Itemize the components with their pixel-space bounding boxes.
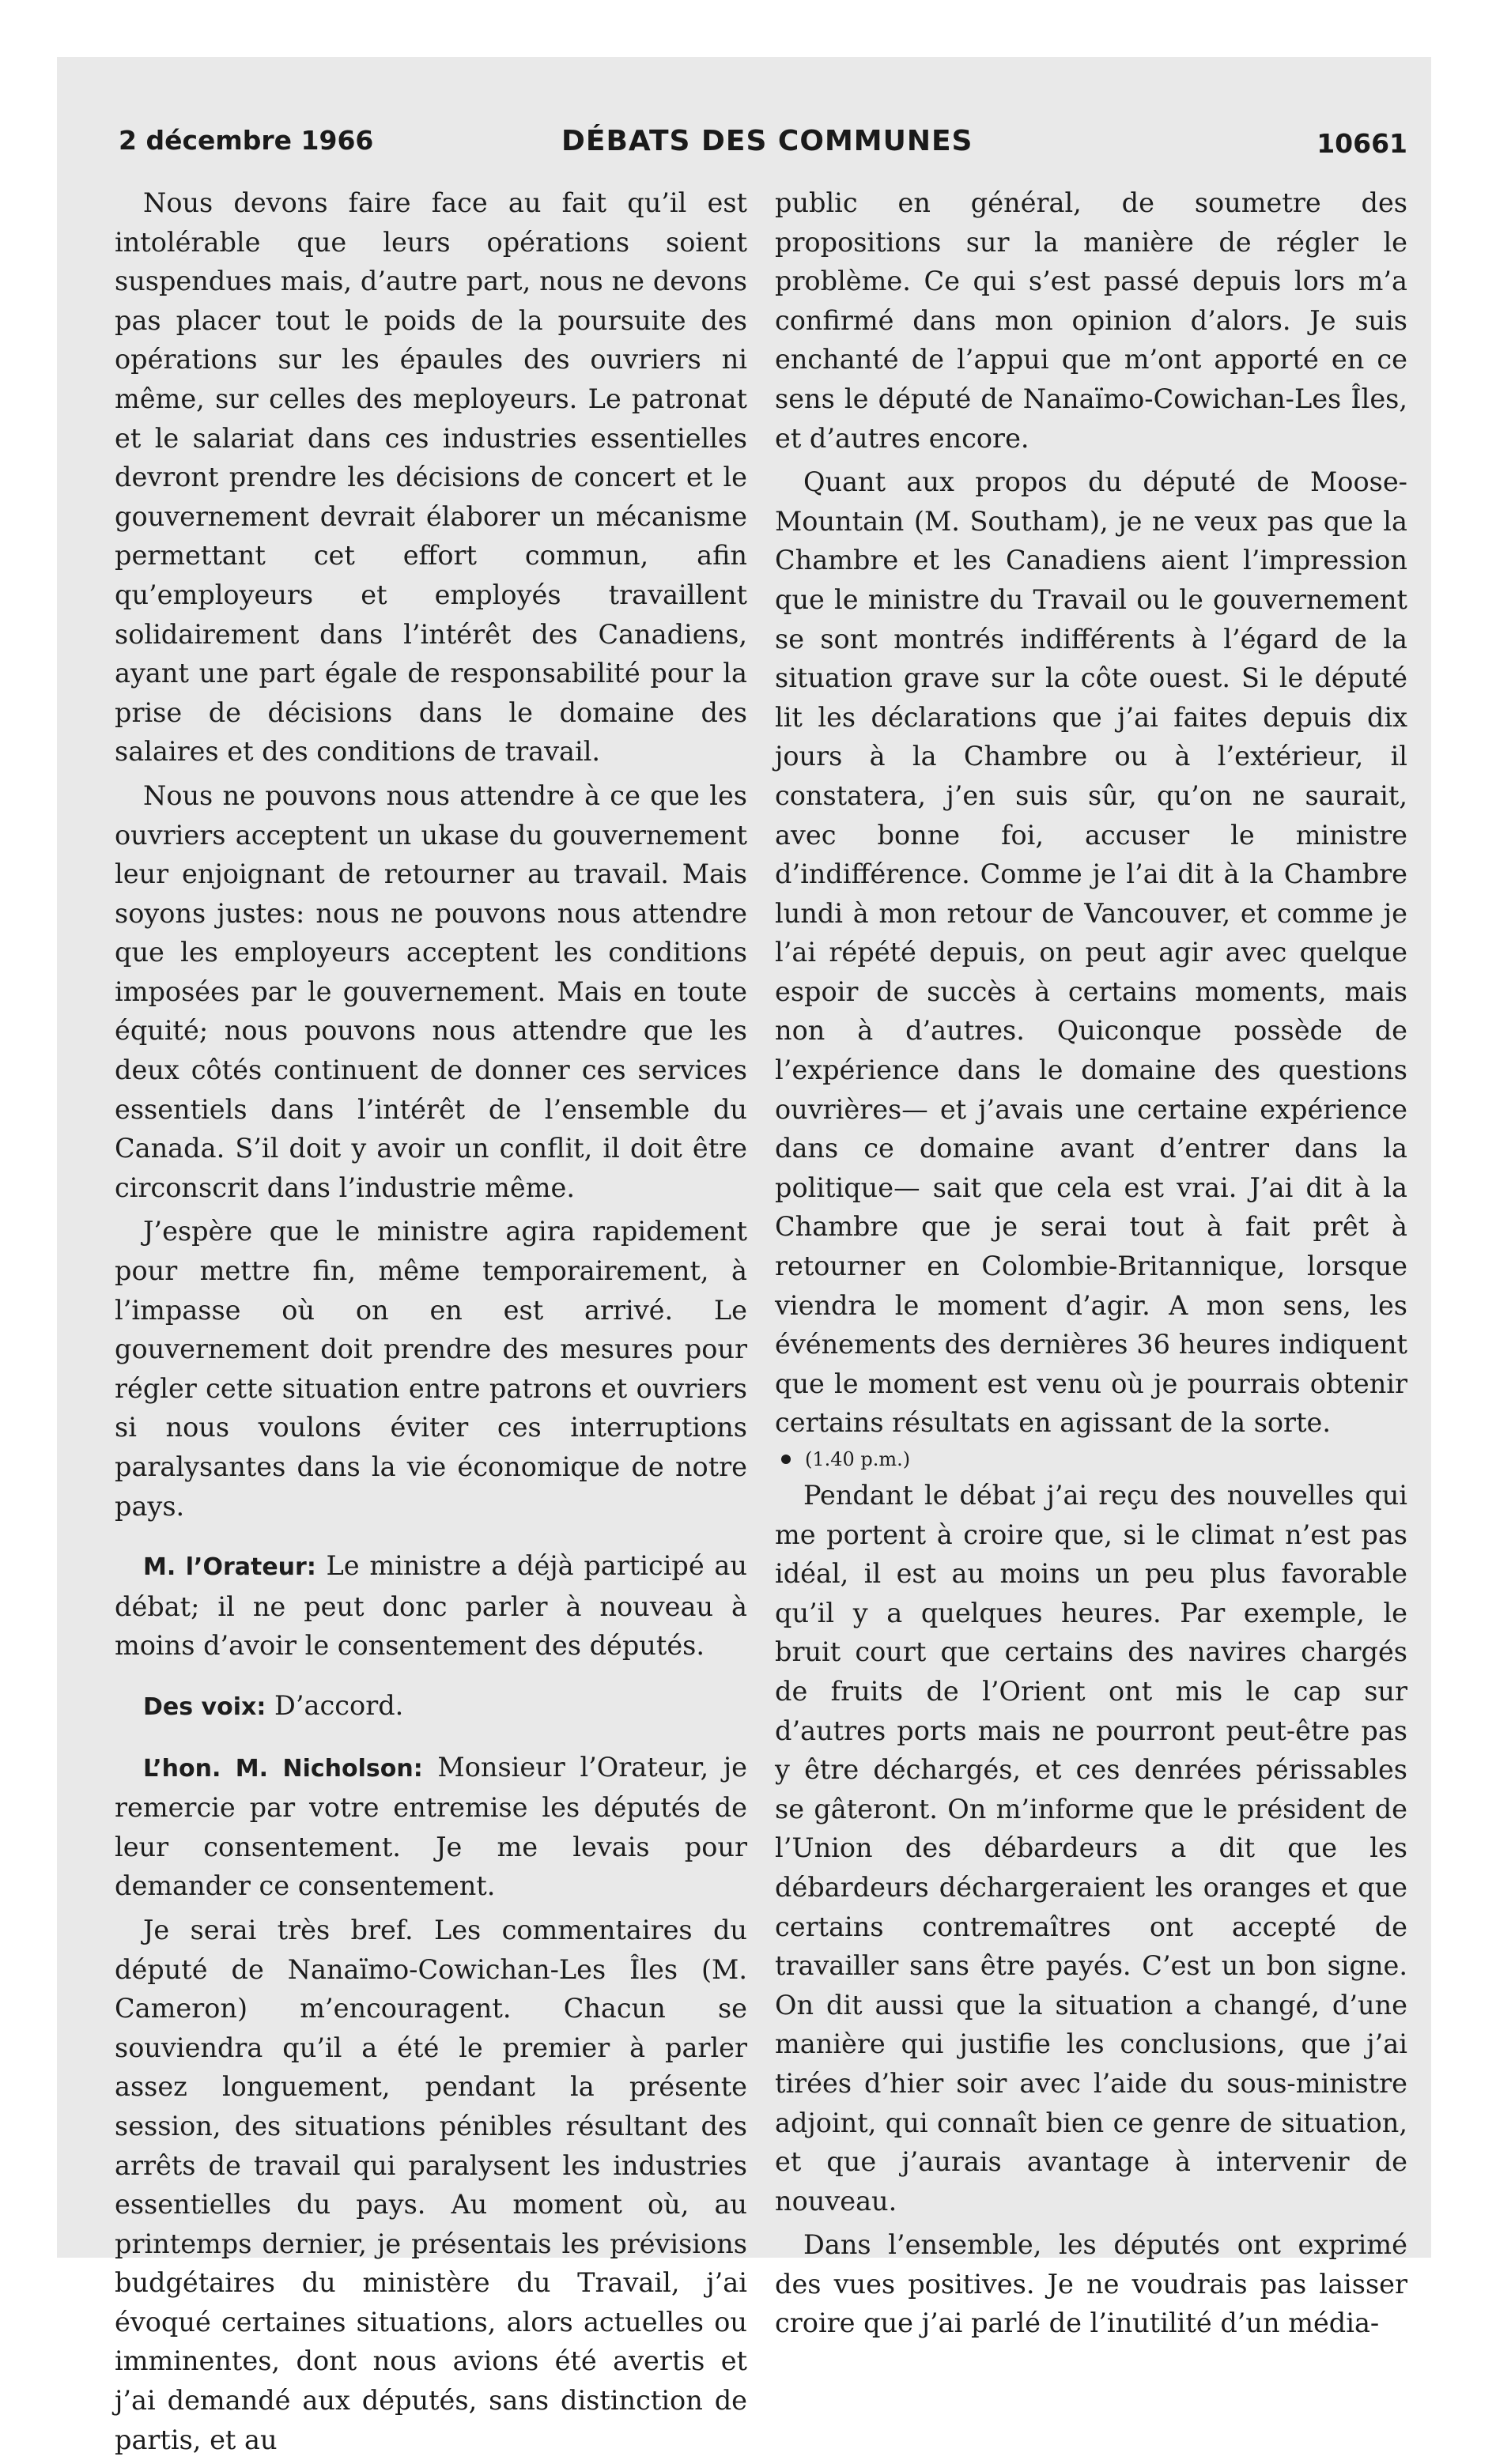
page-header: [119, 125, 1407, 164]
header-title: DÉBATS DES COMMUNES: [561, 125, 973, 157]
page-number: 10661: [1317, 128, 1407, 159]
paragraph: Quant aux propos du député de Moose-Mountain (M. Southam), je ne veux pas que la Chambre et les Canadiens aient l’impression que le ministre du Travail ou le gouvernement se sont montrés indifférents à l’égard de la situation grave sur la côte ouest. Si le député lit les déclarations que j’ai faites depuis dix jours à la Chambre ou à l’extérieur, il constatera, j’en suis sûr, qu’on ne saurait, avec bonne foi, accuser le ministre d’indifférence. Comme je l’ai dit à la Chambre lundi à mon retour de Vancouver, et comme je l’ai répété depuis, on peut agir avec quelque espoir de succès à certains moments, mais non à d’autres. Quiconque possède de l’expérience dans le domaine des questions ouvrières— et j’avais une certaine expérience dans ce domaine avant d’entrer dans la politique— sait que cela est vrai. J’ai dit à la Chambre que je serai tout à fait prêt à retourner en Colombie-Britannique, lorsque viendra le moment d’agir. A mon sens, les événements des dernières 36 heures indiquent que le moment est venu où je pourrais obtenir certains résultats en agissant de la sorte.: [775, 466, 1407, 1439]
speaker-name: M. l’Orateur:: [143, 1553, 316, 1582]
speech-text: D’accord.: [274, 1689, 404, 1721]
header-date: 2 décembre 1966: [119, 125, 374, 156]
speech-text: Le ministre a déjà participé au débat; il ne peut donc parler à nouveau à moins d’avoir le consentement des députés.: [115, 1550, 747, 1662]
paragraph: Nous ne pouvons nous attendre à ce que les ouvriers acceptent un ukase du gouvernement leur enjoignant de retourner au travail. Mais soyons justes: nous ne pouvons nous attendre que les employeurs acceptent les conditions imposées par le gouvernement. Mais en toute équité; nous pouvons nous attendre que les deux côtés continuent de donner ces services essentiels dans l’intérêt de l’ensemble du Canada. S’il doit y avoir un conflit, il doit être circonscrit dans l’industrie même.: [115, 779, 747, 1203]
bullet-icon: [781, 1455, 791, 1464]
spacer: [115, 1732, 747, 1748]
speech-nicholson: [115, 1748, 747, 1906]
time-text: (1.40 p.m.): [805, 1448, 911, 1470]
speech-voix: [115, 1686, 747, 1727]
speaker-name: Des voix:: [143, 1692, 266, 1721]
paragraph: J’espère que le ministre agira rapidement pour mettre fin, même temporairement, à l’impasse où on en est arrivé. Le gouvernement doit prendre des mesures pour régler cette situation entre patrons et ouvriers si nous voulons éviter ces interruptions paralysantes dans la vie économique de notre pays.: [115, 1216, 747, 1522]
spacer: [115, 1530, 747, 1546]
paragraph: public en général, de soumetre des propositions sur la manière de régler le problème. Ce qui s’est passé depuis lors m’a confirmé dans mon opinion d’alors. Je suis enchanté de l’appui que m’ont apporté en ce sens le député de Nanaïmo-Cowichan-Les Îles, et d’autres encore.: [775, 187, 1407, 454]
left-column: [115, 183, 747, 2464]
paragraph: Pendant le débat j’ai reçu des nouvelles qui me portent à croire que, si le climat n’est pas idéal, il est au moins un peu plus favorable qu’il y a quelques heures. Par exemple, le bruit court que certains des navires chargés de fruits de l’Orient ont mis le cap sur d’autres ports mais ne pourront peut-être pas y être déchargés, et ces denrées périssables se gâteront. On m’informe que le président de l’Union des débardeurs a dit que les débardeurs déchargeraient les oranges et que certains contremaîtres ont accepté de travailler sans être payés. C’est un bon signe. On dit aussi que la situation a changé, d’une manière qui justifie les conclusions, que j’ai tirées d’hier soir avec l’aide du sous-ministre adjoint, qui connaît bien ce genre de situation, et que j’aurais avantage à intervenir de nouveau.: [775, 1480, 1407, 2217]
spacer: [115, 1670, 747, 1686]
paragraph: Je serai très bref. Les commentaires du député de Nanaïmo-Cowichan-Les Îles (M. Cameron) m’encouragent. Chacun se souviendra qu’il a été le premier à parler assez longuement, pendant la présente session, des situations pénibles résultant des arrêts de travail qui paralysent les industries essentielles du pays. Au moment où, au printemps dernier, je présentais les prévisions budgétaires du ministère du Travail, j’ai évoqué certaines situations, alors actuelles ou imminentes, dont nous avions été avertis et j’ai demandé aux députés, sans distinction de partis, et au: [115, 1914, 747, 2455]
right-column: [775, 183, 1407, 2348]
speaker-name: L’hon. M. Nicholson:: [143, 1754, 423, 1783]
paragraph: Dans l’ensemble, les députés ont exprimé des vues positives. Je ne voudrais pas laisser croire que j’ai parlé de l’inutilité d’un média-: [775, 2229, 1407, 2339]
time-marker: [775, 1447, 1407, 1471]
paragraph: Nous devons faire face au fait qu’il est intolérable que leurs opérations soient suspendues mais, d’autre part, nous ne devons pas placer tout le poids de la poursuite des opérations sur les épaules des ouvriers ni même, sur celles des meployeurs. Le patronat et le salariat dans ces industries essentielles devront prendre les décisions de concert et le gouvernement devrait élaborer un mécanisme permettant cet effort commun, afin qu’employeurs et employés travaillent solidairement dans l’intérêt des Canadiens, ayant une part égale de responsabilité pour la prise de décisions dans le domaine des salaires et des conditions de travail.: [115, 187, 747, 768]
speech-text: Monsieur l’Orateur, je remercie par votre entremise les députés de leur consentement. Je me levais pour demander ce consentement.: [115, 1751, 747, 1902]
speech-orateur: [115, 1546, 747, 1666]
